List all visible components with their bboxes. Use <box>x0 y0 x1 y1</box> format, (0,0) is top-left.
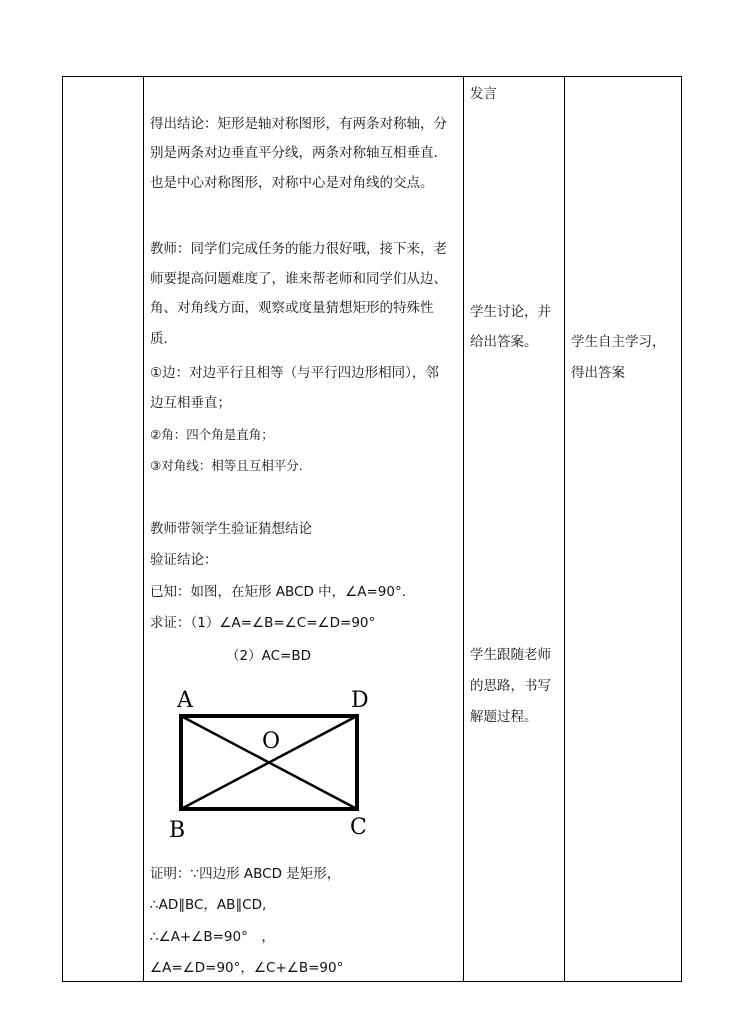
empty-column-cell <box>63 77 143 981</box>
design-intent-cell <box>565 77 681 981</box>
proof-line-3: ∴∠A+∠B=90° ， <box>150 929 275 945</box>
known-condition: 已知：如图，在矩形 ABCD 中，∠A=90°． <box>150 584 416 600</box>
proof-line-2: ∴AD∥BC，AB∥CD, <box>150 897 267 913</box>
conclusion-line-2: 别是两条对边垂直平分线，两条对称轴互相垂直. <box>150 145 438 161</box>
prove-item-2: （2）AC=BD <box>226 648 311 664</box>
vertex-c-label: C <box>350 815 367 840</box>
discuss-line-2: 给出答案。 <box>470 334 538 350</box>
lesson-table <box>62 76 682 982</box>
teacher-line-4: 质. <box>150 331 168 347</box>
edge-property-line-1: ①边：对边平行且相等（与平行四边形相同），邻 <box>150 365 439 381</box>
discuss-line-1: 学生讨论，并 <box>470 304 551 320</box>
diagonal-property: ③对角线：相等且互相平分. <box>150 458 303 473</box>
self-study-line-1: 学生自主学习， <box>571 334 666 350</box>
follow-line-2: 的思路，书写 <box>470 678 551 694</box>
teacher-line-3: 角、对角线方面，观察或度量猜想矩形的特殊性 <box>150 300 434 316</box>
angle-property: ②角：四个角是直角； <box>150 427 274 442</box>
prove-item-1: 求证：（1）∠A=∠B=∠C=∠D=90° <box>150 615 376 631</box>
proof-line-4: ∠A=∠D=90°，∠C+∠B=90° <box>150 960 344 976</box>
teacher-line-2: 师要提高问题难度了，谁来帮老师和同学们从边、 <box>150 271 447 287</box>
vertex-d-label: D <box>351 688 369 713</box>
edge-property-line-2: 边互相垂直； <box>150 395 231 411</box>
conclusion-line-3: 也是中心对称图形，对称中心是对角线的交点。 <box>150 175 434 191</box>
verify-heading: 验证结论： <box>150 552 218 568</box>
follow-line-1: 学生跟随老师 <box>470 647 551 663</box>
self-study-line-2: 得出答案 <box>571 365 625 381</box>
follow-line-3: 解题过程。 <box>470 709 538 725</box>
vertex-b-label: B <box>169 818 186 843</box>
teacher-line-1: 教师：同学们完成任务的能力很好哦，接下来，老 <box>150 241 447 257</box>
vertex-a-label: A <box>177 688 193 713</box>
student-activity-cell <box>464 77 564 981</box>
proof-line-1: 证明：∵四边形 ABCD 是矩形， <box>150 866 341 882</box>
rectangle-figure <box>164 677 374 847</box>
conclusion-line-1: 得出结论：矩形是轴对称图形，有两条对称轴，分 <box>150 116 447 132</box>
teaching-content-cell <box>144 77 463 981</box>
verify-lead: 教师带领学生验证猜想结论 <box>150 521 312 537</box>
speak-text: 发言 <box>470 86 497 102</box>
center-o-label: O <box>262 729 281 754</box>
